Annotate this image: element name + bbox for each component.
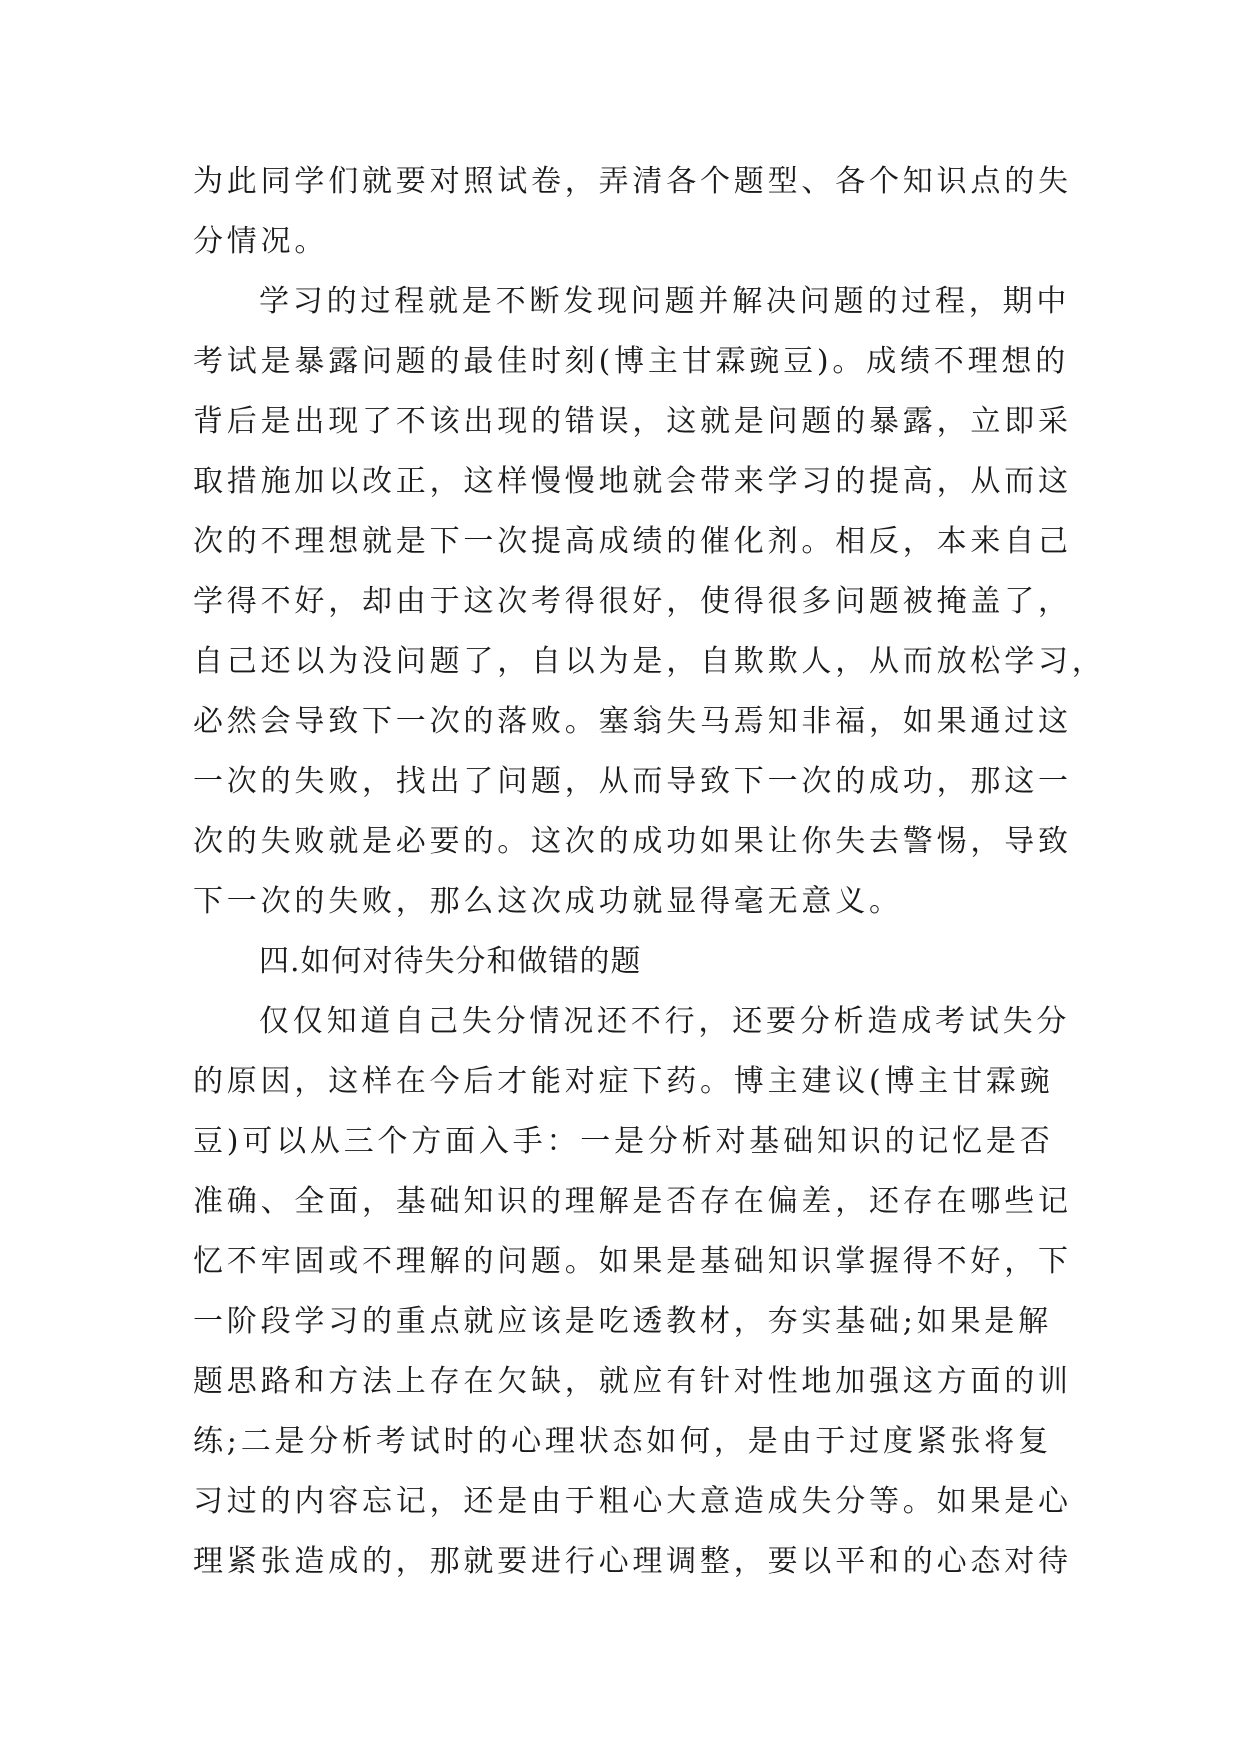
paragraph-line: 一次的失败，找出了问题，从而导致下一次的成功，那这一: [193, 764, 1072, 799]
section-heading: 四.如何对待失分和做错的题: [259, 944, 642, 979]
paragraph-line: 必然会导致下一次的落败。塞翁失马焉知非福，如果通过这: [193, 704, 1072, 739]
paragraph-line: 分情况。: [193, 224, 329, 259]
paragraph-line: 自己还以为没问题了，自以为是，自欺欺人，从而放松学习，: [193, 644, 1106, 679]
paragraph-line: 次的不理想就是下一次提高成绩的催化剂。相反，本来自己: [193, 524, 1072, 559]
paragraph-line: 的原因，这样在今后才能对症下药。博主建议(博主甘霖豌: [193, 1064, 1054, 1099]
paragraph-line: 考试是暴露问题的最佳时刻(博主甘霖豌豆)。成绩不理想的: [193, 344, 1070, 379]
paragraph-line: 练;二是分析考试时的心理状态如何，是由于过度紧张将复: [193, 1424, 1052, 1459]
paragraph-line: 一阶段学习的重点就应该是吃透教材，夯实基础;如果是解: [193, 1304, 1052, 1339]
paragraph-line: 理紧张造成的，那就要进行心理调整，要以平和的心态对待: [193, 1544, 1072, 1579]
paragraph-line: 忆不牢固或不理解的问题。如果是基础知识掌握得不好，下: [193, 1244, 1072, 1279]
paragraph-line: 准确、全面，基础知识的理解是否存在偏差，还存在哪些记: [193, 1184, 1072, 1219]
paragraph-line: 习过的内容忘记，还是由于粗心大意造成失分等。如果是心: [193, 1484, 1072, 1519]
paragraph-line: 取措施加以改正，这样慢慢地就会带来学习的提高，从而这: [193, 464, 1072, 499]
paragraph-line: 为此同学们就要对照试卷，弄清各个题型、各个知识点的失: [193, 164, 1072, 199]
paragraph-line: 背后是出现了不该出现的错误，这就是问题的暴露，立即采: [193, 404, 1072, 439]
paragraph-line: 题思路和方法上存在欠缺，就应有针对性地加强这方面的训: [193, 1364, 1072, 1399]
paragraph-line: 下一次的失败，那么这次成功就显得毫无意义。: [193, 884, 903, 919]
document-body: [193, 152, 1106, 1592]
paragraph-line: 仅仅知道自己失分情况还不行，还要分析造成考试失分: [259, 1004, 1071, 1039]
paragraph-line: 次的失败就是必要的。这次的成功如果让你失去警惕，导致: [193, 824, 1072, 859]
paragraph-line: 学习的过程就是不断发现问题并解决问题的过程，期中: [259, 284, 1071, 319]
paragraph-line: 豆)可以从三个方面入手：一是分析对基础知识的记忆是否: [193, 1124, 1054, 1159]
paragraph-line: 学得不好，却由于这次考得很好，使得很多问题被掩盖了，: [193, 584, 1072, 619]
